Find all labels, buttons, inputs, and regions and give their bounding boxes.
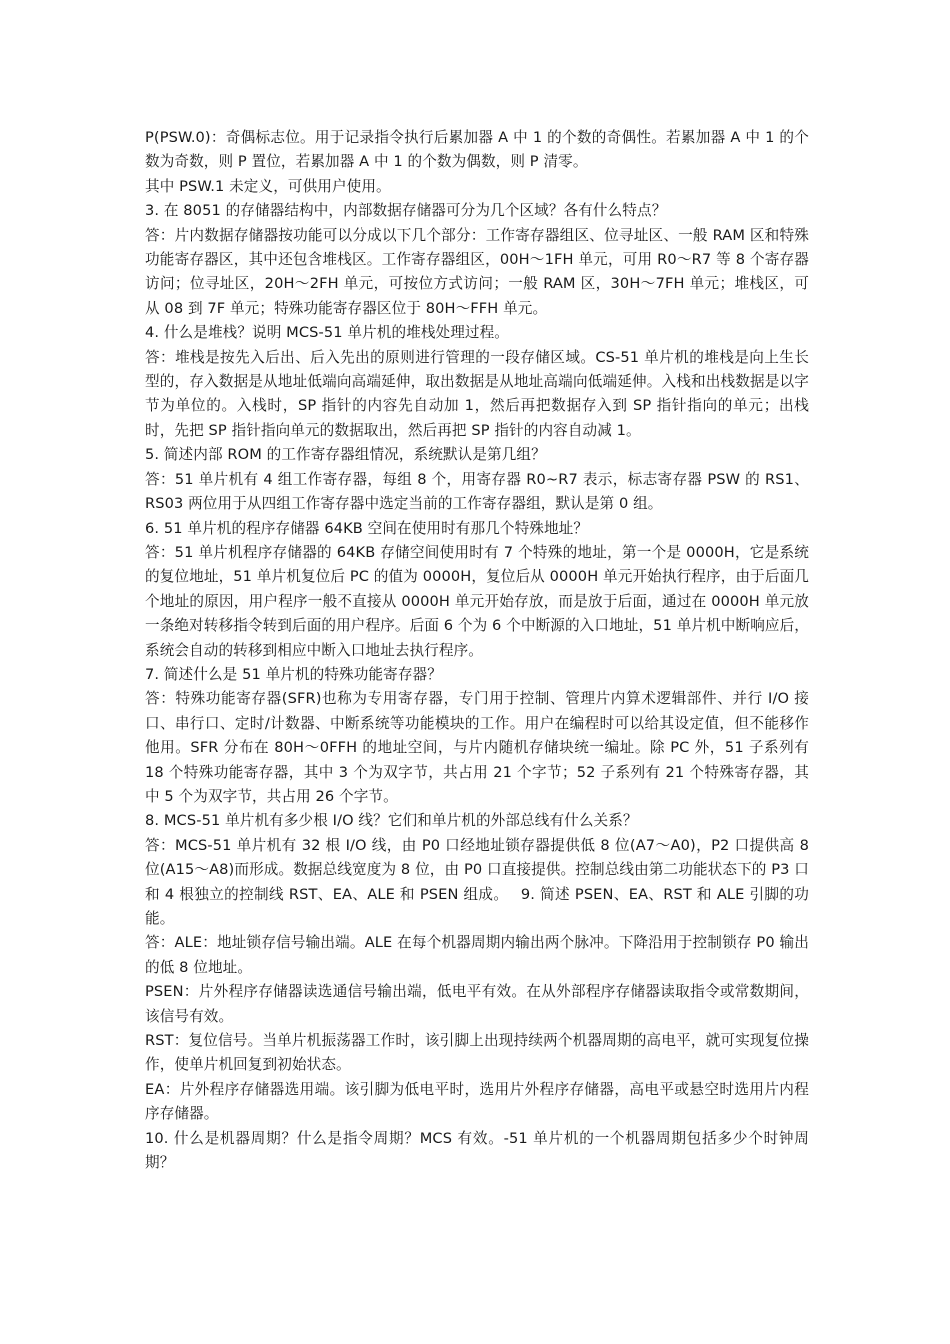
answer-4: 答：堆栈是按先入后出、后入先出的原则进行管理的一段存储区域。CS-51 单片机的堆栈是向上生长型的，存入数据是从地址低端向高端延伸，取出数据是从地址高端向低端延伸。入栈和出栈数据是以字节为单位的。入栈时，SP 指针的内容先自动加 1，然后再把数据存入到 SP 指针指向的单元；出栈时，先把 SP 指针指向单元的数据取出，然后再把 SP 指针的内容自动减 1。 <box>145 348 809 439</box>
paragraph-psw0-parity: P(PSW.0)：奇偶标志位。用于记录指令执行后累加器 A 中 1 的个数的奇偶性。若累加器 A 中 1 的个数为奇数，则 P 置位，若累加器 A 中 1 的个数为偶数，则 P 清零。 <box>145 129 809 171</box>
question-10: 10. 什么是机器周期？什么是指令周期？MCS 有效。-51 单片机的一个机器周期包括多少个时钟周期？ <box>145 1129 809 1172</box>
answer-8-and-question-9: 答：MCS-51 单片机有 32 根 I/O 线，由 P0 口经地址锁存器提供低 8 位(A7～A0)，P2 口提供高 8 位(A15～A8)而形成。数据总线宽度为 8 位，由 P0 口直接提供。控制总线由第二功能状态下的 P3 口和 4 根独立的控制线 RST、EA、ALE 和 PSEN 组成。 9. 简述 PSEN、EA、RST 和 ALE 引脚的功能。 <box>145 836 809 927</box>
answer-6: 答：51 单片机程序存储器的 64KB 存储空间使用时有 7 个特殊的地址，第一个是 0000H，它是系统的复位地址，51 单片机复位后 PC 的值为 0000H，复位后从 0000H 单元开始执行程序，由于后面几个地址的原因，用户程序一般不直接从 0000H 单元开始存放，而是放于后面，通过在 0000H 单元放一条绝对转移指令转到后面的用户程序。后面 6 个为 6 个中断源的入口地址，51 单片机中断响应后，系统会自动的转移到相应中断入口地址去执行程序。 <box>145 543 809 659</box>
paragraph-psw1-note: 其中 PSW.1 未定义，可供用户使用。 <box>145 177 391 195</box>
document-body <box>145 126 809 1175</box>
answer-7: 答：特殊功能寄存器(SFR)也称为专用寄存器，专门用于控制、管理片内算术逻辑部件、并行 I/O 接口、串行口、定时/计数器、中断系统等功能模块的工作。用户在编程时可以给其设定值，但不能移作他用。SFR 分布在 80H～0FFH 的地址空间，与片内随机存储块统一编址。除 PC 外，51 子系列有 18 个特殊功能寄存器，其中 3 个为双字节，共占用 21 个字节；52 子系列有 21 个特殊寄存器，其中 5 个为双字节，共占用 26 个字节。 <box>145 690 809 805</box>
answer-9-ale: 答：ALE：地址锁存信号输出端。ALE 在每个机器周期内输出两个脉冲。下降沿用于控制锁存 P0 输出的低 8 位地址。 <box>145 934 809 976</box>
answer-9-rst: RST：复位信号。当单片机振荡器工作时，该引脚上出现持续两个机器周期的高电平，就可实现复位操作，使单片机回复到初始状态。 <box>145 1032 809 1074</box>
answer-5: 答：51 单片机有 4 组工作寄存器，每组 8 个，用寄存器 R0~R7 表示，标志寄存器 PSW 的 RS1、RS03 两位用于从四组工作寄存器中选定当前的工作寄存器组，默认是第 0 组。 <box>145 470 809 513</box>
answer-3: 答：片内数据存储器按功能可以分成以下几个部分：工作寄存器组区、位寻址区、一般 RAM 区和特殊功能寄存器区，其中还包含堆栈区。工作寄存器组区，00H～1FH 单元，可用 R0～R7 等 8 个寄存器访问；位寻址区，20H～2FH 单元，可按位方式访问；一般 RAM 区，30H～7FH 单元；堆栈区，可从 08 到 7F 单元；特殊功能寄存器区位于 80H～FFH 单元。 <box>145 226 809 317</box>
question-8: 8. MCS-51 单片机有多少根 I/O 线？它们和单片机的外部总线有什么关系？ <box>145 812 638 830</box>
question-5: 5. 简述内部 ROM 的工作寄存器组情况，系统默认是第几组？ <box>145 446 546 464</box>
answer-9-ea: EA：片外程序存储器选用端。该引脚为低电平时，选用片外程序存储器，高电平或悬空时选用片内程序存储器。 <box>145 1080 809 1123</box>
question-6: 6. 51 单片机的程序存储器 64KB 空间在使用时有那几个特殊地址？ <box>145 519 589 537</box>
question-7: 7. 简述什么是 51 单片机的特殊功能寄存器？ <box>145 665 442 683</box>
question-4: 4. 什么是堆栈？说明 MCS-51 单片机的堆栈处理过程。 <box>145 324 510 342</box>
question-3: 3. 在 8051 的存储器结构中，内部数据存储器可分为几个区域？各有什么特点？ <box>145 202 667 220</box>
answer-9-psen: PSEN：片外程序存储器读选通信号输出端，低电平有效。在从外部程序存储器读取指令或常数期间，该信号有效。 <box>145 983 809 1025</box>
